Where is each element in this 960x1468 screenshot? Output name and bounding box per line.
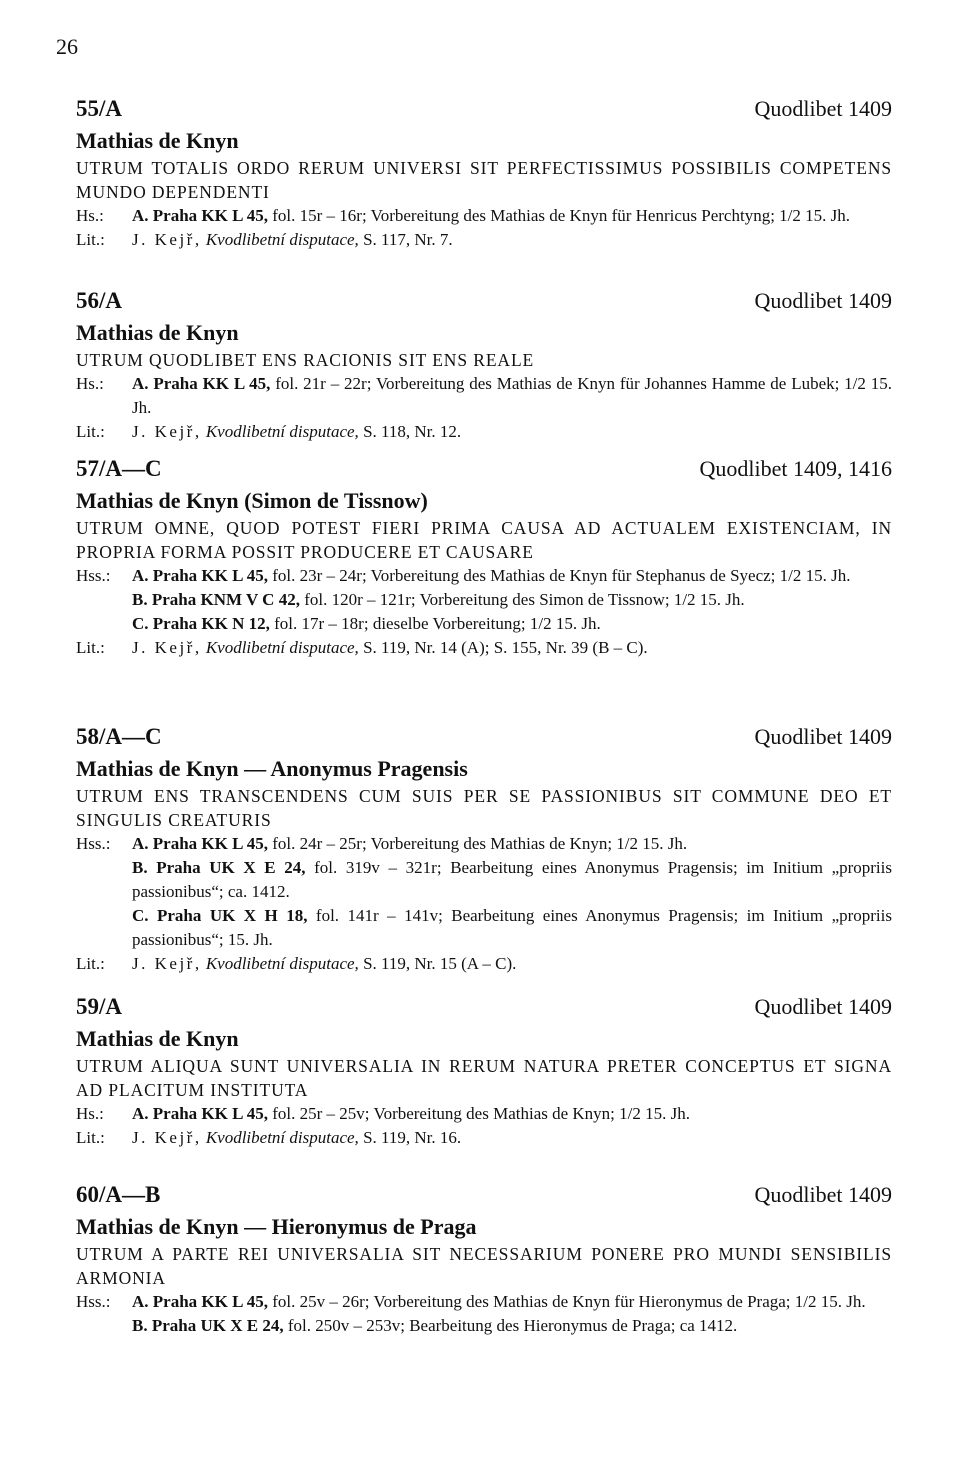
literature-block (76, 952, 892, 976)
literature-block (76, 1126, 892, 1150)
entry-author: Mathias de Knyn — Anonymus Pragensis (76, 756, 468, 781)
manuscript-item (132, 1290, 892, 1314)
entry-title: UTRUM TOTALIS ORDO RERUM UNIVERSI SIT PERFECTISSIMUS POSSIBILIS COMPETENS MUNDO DEPENDENTI (76, 158, 892, 202)
manuscripts-block (76, 564, 892, 636)
catalog-entry (76, 456, 892, 660)
manuscript-item (132, 588, 892, 612)
entry-number: 58/A—C (76, 724, 162, 749)
manuscripts-block (76, 832, 892, 952)
manuscripts-label: Hss.: (76, 566, 111, 585)
manuscript-text: fol. 250v – 253v; Bearbeitung des Hieronymus de Praga; ca 1412. (283, 1316, 738, 1335)
literature-author: J. Kejř, (132, 1128, 202, 1147)
quodlibet-year: Quodlibet 1409 (754, 288, 892, 313)
quodlibet-year: Quodlibet 1409 (754, 724, 892, 749)
literature-label: Lit.: (76, 954, 105, 973)
manuscript-item (132, 1314, 892, 1338)
literature-author: J. Kejř, (132, 230, 202, 249)
entry-header (76, 724, 892, 754)
manuscript-text: fol. 25v – 26r; Vorbereitung des Mathias de Knyn für Hieronymus de Praga; 1/2 15. Jh. (268, 1292, 866, 1311)
literature-author: J. Kejř, (132, 954, 202, 973)
manuscripts-block (76, 1290, 892, 1338)
entry-header (76, 96, 892, 126)
manuscript-siglum: A. Praha KK L 45, (132, 206, 269, 225)
literature-reference: S. 119, Nr. 16. (358, 1128, 462, 1147)
entry-number: 56/A (76, 288, 122, 313)
catalog-entry (76, 1182, 892, 1338)
manuscripts-label: Hss.: (76, 834, 111, 853)
manuscripts-block (76, 204, 892, 228)
literature-reference: S. 119, Nr. 15 (A – C). (358, 954, 517, 973)
literature-label: Lit.: (76, 1128, 105, 1147)
manuscripts-label: Hs.: (76, 206, 104, 225)
manuscript-siglum: B. Praha UK X E 24, (132, 1316, 284, 1335)
catalog-entry (76, 96, 892, 252)
manuscript-text: fol. 319v – 321r; Bearbeitung eines Anonymus Pragensis; im Initium „propriis passionibus“; ca. 1412. (132, 858, 892, 901)
manuscript-text: fol. 17r – 18r; dieselbe Vorbereitung; 1/2 15. Jh. (269, 614, 601, 633)
manuscript-siglum: B. Praha KNM V C 42, (132, 590, 300, 609)
literature-label: Lit.: (76, 638, 105, 657)
quodlibet-year: Quodlibet 1409, 1416 (699, 456, 892, 481)
quodlibet-year: Quodlibet 1409 (754, 1182, 892, 1207)
manuscript-item (132, 564, 892, 588)
manuscripts-block (76, 372, 892, 420)
manuscript-siglum: A. Praha KK L 45, (132, 834, 269, 853)
manuscript-item (132, 204, 892, 228)
literature-reference: S. 117, Nr. 7. (358, 230, 453, 249)
manuscript-text: fol. 120r – 121r; Vorbereitung des Simon de Tissnow; 1/2 15. Jh. (299, 590, 745, 609)
manuscript-item (132, 612, 892, 636)
manuscript-item (132, 372, 892, 420)
entry-number: 60/A—B (76, 1182, 161, 1207)
entry-header (76, 1182, 892, 1212)
manuscript-text: fol. 25r – 25v; Vorbereitung des Mathias de Knyn; 1/2 15. Jh. (268, 1104, 690, 1123)
entry-author: Mathias de Knyn (Simon de Tissnow) (76, 488, 428, 513)
manuscript-item (132, 832, 892, 856)
literature-label: Lit.: (76, 422, 105, 441)
literature-reference: S. 119, Nr. 14 (A); S. 155, Nr. 39 (B – C). (358, 638, 648, 657)
page-number: 26 (56, 34, 78, 59)
literature-author: J. Kejř, (132, 422, 202, 441)
manuscripts-block (76, 1102, 892, 1126)
literature-title: Kvodlibetní disputace, (205, 422, 359, 441)
catalog-entry (76, 288, 892, 444)
entry-header (76, 288, 892, 318)
literature-title: Kvodlibetní disputace, (205, 230, 359, 249)
entry-number: 59/A (76, 994, 122, 1019)
literature-title: Kvodlibetní disputace, (205, 1128, 359, 1147)
entry-author: Mathias de Knyn (76, 320, 239, 345)
literature-block (76, 420, 892, 444)
manuscript-text: fol. 23r – 24r; Vorbereitung des Mathias de Knyn für Stephanus de Syecz; 1/2 15. Jh. (268, 566, 851, 585)
catalog-entry (76, 994, 892, 1150)
quodlibet-year: Quodlibet 1409 (754, 994, 892, 1019)
literature-title: Kvodlibetní disputace, (205, 638, 359, 657)
entry-title: UTRUM QUODLIBET ENS RACIONIS SIT ENS REALE (76, 350, 535, 370)
manuscript-item (132, 856, 892, 904)
literature-author: J. Kejř, (132, 638, 202, 657)
quodlibet-year: Quodlibet 1409 (754, 96, 892, 121)
entry-number: 55/A (76, 96, 122, 121)
entry-title: UTRUM OMNE, QUOD POTEST FIERI PRIMA CAUSA AD ACTUALEM EXISTENCIAM, IN PROPRIA FORMA POSSIT PRODUCERE ET CAUSARE (76, 518, 892, 562)
catalog-entry (76, 724, 892, 976)
manuscript-siglum: B. Praha UK X E 24, (132, 858, 306, 877)
entry-header (76, 994, 892, 1024)
manuscripts-label: Hs.: (76, 1104, 104, 1123)
manuscript-siglum: A. Praha KK L 45, (132, 1292, 269, 1311)
manuscript-siglum: A. Praha KK L 45, (132, 374, 271, 393)
entry-number: 57/A—C (76, 456, 162, 481)
literature-block (76, 636, 892, 660)
manuscript-text: fol. 24r – 25r; Vorbereitung des Mathias de Knyn; 1/2 15. Jh. (268, 834, 688, 853)
manuscripts-label: Hss.: (76, 1292, 111, 1311)
manuscript-text: fol. 141r – 141v; Bearbeitung eines Anonymus Pragensis; im Initium „propriis passionibus“; 15. Jh. (132, 906, 892, 949)
entry-title: UTRUM ALIQUA SUNT UNIVERSALIA IN RERUM NATURA PRETER CONCEPTUS ET SIGNA AD PLACITUM INSTITUTA (76, 1056, 892, 1100)
entry-author: Mathias de Knyn — Hieronymus de Praga (76, 1214, 477, 1239)
entry-header (76, 456, 892, 486)
manuscript-text: fol. 15r – 16r; Vorbereitung des Mathias de Knyn für Henricus Perchtyng; 1/2 15. Jh. (268, 206, 851, 225)
entry-author: Mathias de Knyn (76, 1026, 239, 1051)
entry-title: UTRUM ENS TRANSCENDENS CUM SUIS PER SE PASSIONIBUS SIT COMMUNE DEO ET SINGULIS CREATURIS (76, 786, 892, 830)
manuscripts-label: Hs.: (76, 374, 104, 393)
manuscript-item (132, 1102, 892, 1126)
literature-block (76, 228, 892, 252)
manuscript-item (132, 904, 892, 952)
entry-title: UTRUM A PARTE REI UNIVERSALIA SIT NECESSARIUM PONERE PRO MUNDI SENSIBILIS ARMONIA (76, 1244, 892, 1288)
literature-title: Kvodlibetní disputace, (205, 954, 359, 973)
literature-reference: S. 118, Nr. 12. (358, 422, 462, 441)
manuscript-text: fol. 21r – 22r; Vorbereitung des Mathias de Knyn für Johannes Hamme de Lubek; 1/2 15. Jh. (132, 374, 892, 417)
manuscript-siglum: C. Praha KK N 12, (132, 614, 270, 633)
manuscript-siglum: A. Praha KK L 45, (132, 1104, 269, 1123)
manuscript-siglum: C. Praha UK X H 18, (132, 906, 308, 925)
entry-author: Mathias de Knyn (76, 128, 239, 153)
literature-label: Lit.: (76, 230, 105, 249)
manuscript-siglum: A. Praha KK L 45, (132, 566, 269, 585)
